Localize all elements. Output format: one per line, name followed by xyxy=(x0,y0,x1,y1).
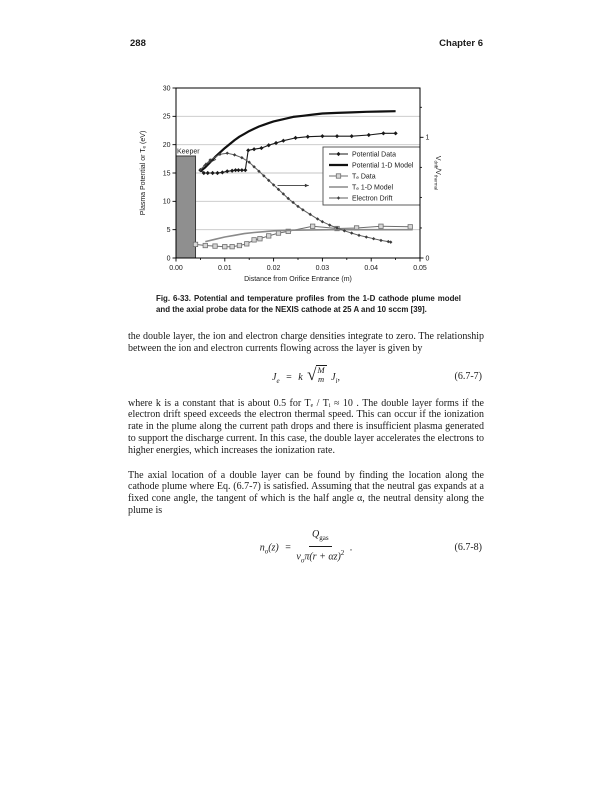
x-axis xyxy=(169,258,427,283)
equation-6-7-7 xyxy=(128,364,484,390)
eq-var: n xyxy=(259,542,265,554)
page-header xyxy=(130,38,483,49)
eq-var: m xyxy=(317,374,325,385)
x-tick-label: 0.02 xyxy=(266,265,281,272)
eq-var: J xyxy=(272,372,277,384)
eq-denominator xyxy=(296,547,344,567)
paragraph-1: the double layer, the ion and electron charge densities integrate to zero. The relationship between the ion and electron currents flowing across the layer is given by xyxy=(128,331,484,354)
eq-var: v xyxy=(296,550,301,562)
legend-label: Potential Data xyxy=(352,151,396,159)
y-axis-left xyxy=(140,85,176,262)
x-tick-label: 0.01 xyxy=(217,265,232,272)
y-tick-label: 10 xyxy=(162,198,171,206)
eq-sup: 2 xyxy=(340,548,345,557)
y-right-tick-label: 0 xyxy=(425,255,430,263)
eq-fraction xyxy=(316,365,327,384)
y-tick-label: 0 xyxy=(166,255,171,263)
eq-var: Q xyxy=(312,528,320,540)
y-tick-label: 25 xyxy=(162,113,171,121)
eq-sub: i xyxy=(335,377,338,386)
legend-label: Potential 1-D Model xyxy=(352,162,414,170)
figure-caption: Fig. 6-33. Potential and temperature profiles from the 1-D cathode plume model and the axial probe data for the NEXIS cathode at 25 A and 10 sccm [39]. xyxy=(156,294,461,314)
equation-body xyxy=(260,529,353,567)
page-number: 288 xyxy=(130,38,146,49)
y-tick-label: 30 xyxy=(162,85,171,93)
eq-var: k xyxy=(298,372,303,384)
keeper-bar xyxy=(176,149,200,259)
eq-fraction xyxy=(296,529,344,567)
x-axis-title: Distance from Orifice Entrance (m) xyxy=(244,276,352,283)
radical-sign: √ xyxy=(307,365,317,385)
y-tick-label: 20 xyxy=(162,142,171,150)
figure xyxy=(133,83,473,315)
equation-number: (6.7-7) xyxy=(454,370,482,382)
equation-number: (6.7-8) xyxy=(454,541,482,553)
y-tick-label: 15 xyxy=(162,170,171,178)
x-tick-label: 0.03 xyxy=(315,265,330,272)
paragraph-2: where k is a constant that is about 0.5 for Tₑ / Tᵢ ≈ 10 . The double layer forms if the electron drift speed exceeds the electron thermal speed. This can occur if the ionization rate in the plume along the current path drops and there is insufficient plasma generated to support the discharge current. In this case, the double layer accelerates the electrons to higher energies, which increases the ionization rate. xyxy=(128,397,484,456)
keeper-label: Keeper xyxy=(177,148,200,156)
x-tick-label: 0.04 xyxy=(364,265,379,272)
eq-sub: e xyxy=(276,377,280,386)
body-text xyxy=(128,331,484,575)
eq-args: (z) xyxy=(268,542,279,554)
x-tick-label: 0.00 xyxy=(169,265,183,272)
legend-label: Electron Drift xyxy=(352,195,393,203)
eq-sub: o xyxy=(300,555,305,564)
y-right-axis-title: $V_{drift}/V_{thermal}$ xyxy=(433,155,441,191)
eq-var: M xyxy=(317,365,325,376)
y-axis-right xyxy=(420,107,441,262)
eq-punct: , xyxy=(337,372,340,384)
equation-6-7-8 xyxy=(128,529,484,567)
eq-rel: = xyxy=(286,372,292,384)
eq-rel: = xyxy=(285,542,291,554)
figure-chart-svg xyxy=(133,83,473,290)
legend-label: Tₑ 1-D Model xyxy=(352,184,394,192)
eq-radical xyxy=(307,365,326,384)
equation-body xyxy=(272,365,340,388)
chapter-label: Chapter 6 xyxy=(439,38,483,49)
paragraph-3: The axial location of a double layer can be found by finding the location along the cathode plume where Eq. (6.7-7) is satisfied. Assuming that the neutral gas expands at a fixed cone angle, the tangent of which is the half angle α, the neutral density along the plume is xyxy=(128,469,484,516)
eq-sub: o xyxy=(264,547,269,556)
eq-numerator xyxy=(309,529,332,547)
y-right-tick-label: 1 xyxy=(425,134,430,142)
x-tick-label: 0.05 xyxy=(413,265,427,272)
eq-var: π(r + αz) xyxy=(304,550,341,562)
y-tick-label: 5 xyxy=(166,227,171,235)
eq-var: J xyxy=(331,372,336,384)
legend-label: Tₑ Data xyxy=(352,173,376,181)
eq-sub: gas xyxy=(319,533,329,542)
y-axis-title: Plasma Potential or Tₑ (eV) xyxy=(140,130,147,216)
chart-legend xyxy=(323,147,420,205)
eq-punct: . xyxy=(349,542,353,554)
